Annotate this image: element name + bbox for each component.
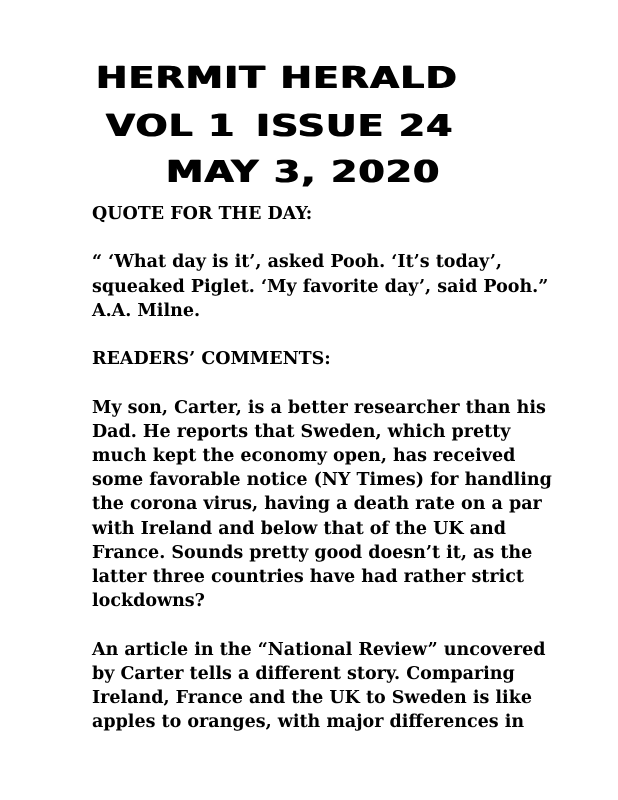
comment-paragraph-1 [92, 396, 592, 614]
spacer [92, 613, 592, 637]
quote-line: “ ‘What day is it’, asked Pooh. ‘It’s today’, [92, 252, 503, 273]
comment-paragraph-2 [92, 638, 592, 735]
quote-text [92, 250, 592, 323]
quote-heading: QUOTE FOR THE DAY: [92, 204, 313, 224]
quote-line: squeaked Piglet. ‘My favorite day’, said Pooh.” [92, 276, 549, 297]
paragraph-line: My son, Carter, is a better researcher than his [92, 397, 546, 418]
paragraph-line: Ireland, France and the UK to Sweden is like [92, 688, 532, 708]
paragraph-line: by Carter tells a different story. Comparing [92, 663, 515, 684]
spacer [92, 226, 592, 250]
comments-heading: READERS’ COMMENTS: [92, 349, 331, 370]
spacer [92, 323, 592, 347]
paragraph-line: with Ireland and below that of the UK and [92, 518, 506, 539]
paragraph-line: Dad. He reports that Sweden, which pretty [92, 421, 511, 442]
paragraph-line: much kept the economy open, has received [92, 445, 516, 466]
paragraph-line: apples to oranges, with major differences in [92, 712, 525, 733]
volume-label: VOL 1 [106, 109, 236, 144]
spacer [92, 371, 592, 395]
paragraph-line: France. Sounds pretty good doesn’t it, as the [92, 542, 533, 563]
paragraph-line: An article in the “National Review” uncovered [92, 639, 546, 660]
issue-label: ISSUE 24 [256, 109, 454, 144]
paragraph-line: lockdowns? [92, 591, 205, 612]
paragraph-line: the corona virus, having a death rate on a par [92, 494, 542, 515]
quote-attribution: A.A. Milne. [92, 300, 201, 321]
paragraph-line: latter three countries have had rather strict [92, 567, 524, 587]
paragraph-line: some favorable notice (NY Times) for handling [92, 470, 552, 491]
newsletter-title: HERMIT HERALD [96, 61, 458, 96]
article-body [92, 202, 592, 734]
issue-date: MAY 3, 2020 [166, 155, 441, 190]
